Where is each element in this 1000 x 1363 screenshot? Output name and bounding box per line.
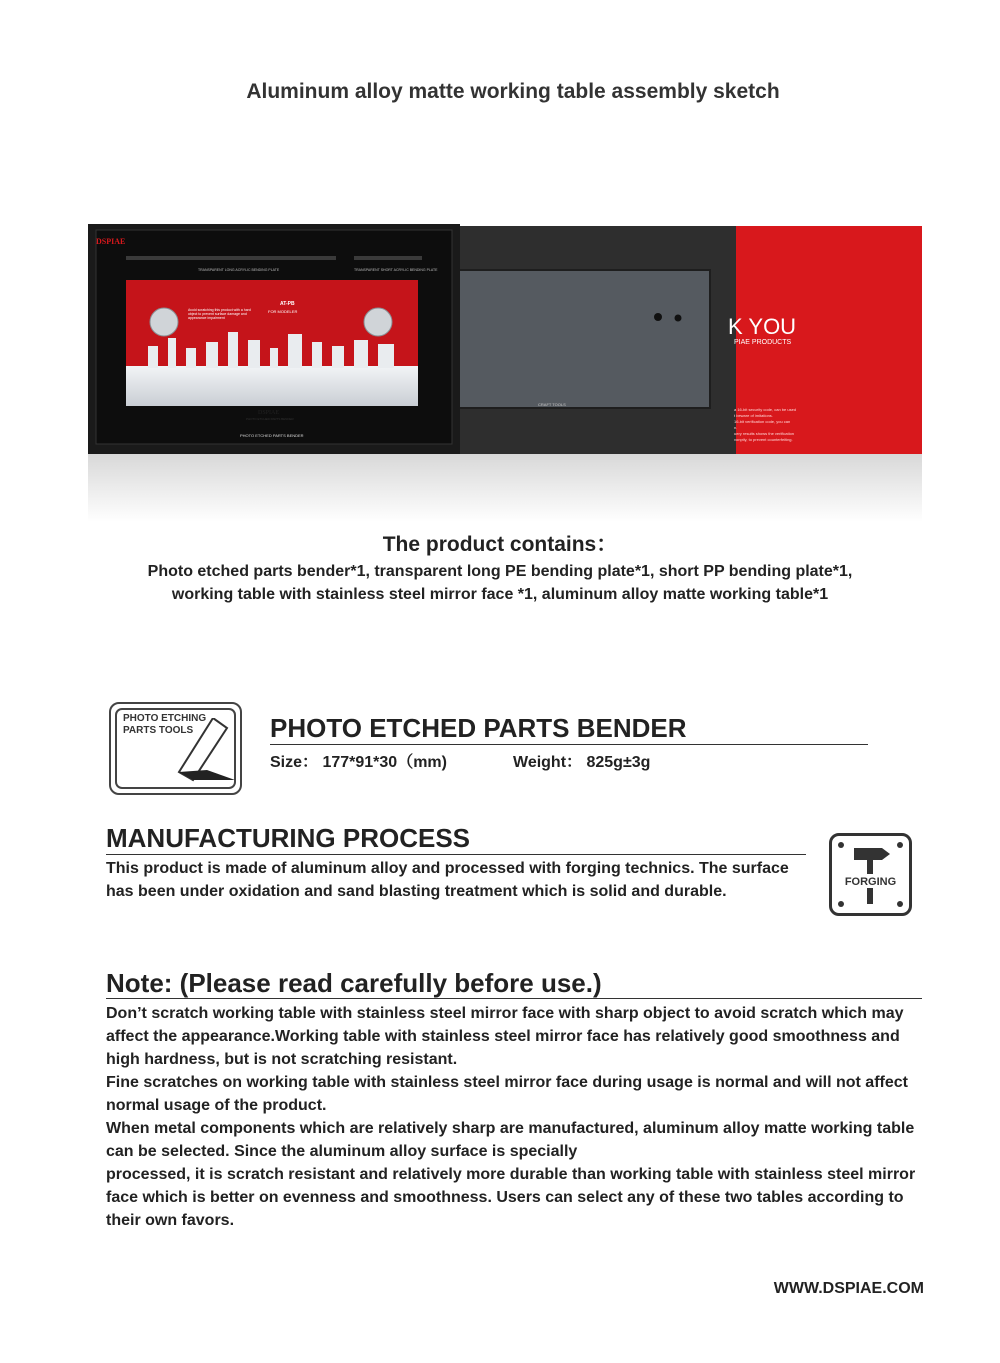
contains-text [90,560,910,606]
card-line-1: a 16-bit security code, can be used [734,407,797,412]
card-big-text: K YOU [728,314,797,339]
bottom-sub-label: PHOTO ETCHED PARTS BENDER [246,417,294,421]
contains-line-2: working table with stainless steel mirror face *1, aluminum alloy matte working table*1 [171,586,829,603]
box-label: PHOTO ETCHED PARTS BENDER [240,433,304,438]
note-paragraph-2: Fine scratches on working table with stainless steel mirror face during usage is normal and will not affect normal usage of the product. [106,1074,908,1114]
forging-icon-label: FORGING [844,876,897,888]
table-label: CRAFT TOOLS [538,402,566,407]
bender-size: Size： 177*91*30（mm) [270,754,447,771]
bender-divider [270,744,868,745]
brand-logo-text: DSPIAE [96,237,126,246]
contains-title: The product contains： [382,533,618,556]
note-paragraph-4: processed, it is scratch resistant and relatively more durable than working table with stainless steel mirror face which is better on evenness and smoothness. Users can select any of these two tables according to their own favors. [106,1166,916,1229]
bending-plate-icon [171,718,237,784]
note-divider [106,998,922,999]
note-body [106,1002,926,1232]
page-title: Aluminum alloy matte working table assembly sketch [246,80,780,103]
card-sub-text: PIAE PRODUCTS [734,339,792,346]
manufacturing-title: MANUFACTURING PROCESS [106,823,471,853]
note-paragraph-1: Don’t scratch working table with stainless steel mirror face with sharp object to avoid scratch which may affect the appearance.Working table with stainless steel mirror face has relatively good smoothness and high hardness, but is not scratching resistant. [106,1005,904,1068]
forging-icon [829,833,912,916]
bottom-brand-label: DSPIAE [258,410,280,416]
long-plate-label: TRANSPARENT LONG ACRYLIC BENDING PLATE [198,268,280,272]
website-link[interactable]: WWW.DSPIAE.COM [773,1280,924,1297]
contains-line-1: Photo etched parts bender*1, transparent long PE bending plate*1, short PP bending plate*1, [147,563,853,580]
note-title: Note: (Please read carefully before use.) [106,968,602,998]
warning-label: Avoid scratching this product with a hard object to prevent surface damage and appearance impairment [188,308,251,320]
icon-label-line-2: PARTS TOOLS [123,725,194,736]
card-line-4: n. [734,425,738,430]
product-photo [88,222,922,522]
card-line-6: vonptly, to prevent counterfeiting. [734,437,793,442]
icon-label-line-1: PHOTO ETCHING [123,713,207,724]
model-sub-label: FOR MODELER [268,309,298,314]
card-line-5: uery results shows the verification [734,431,795,436]
photo-etching-tools-icon [109,702,242,795]
short-plate-label: TRANSPARENT SHORT ACRYLIC BENDING PLATE [354,268,438,272]
bender-title: PHOTO ETCHED PARTS BENDER [270,713,687,743]
card-line-2: t beware of imitations. [734,413,773,418]
bender-weight: Weight： 825g±3g [513,754,651,771]
manufacturing-text: This product is made of aluminum alloy and processed with forging technics. The surface has been under oxidation and sand blasting treatment which is solid and durable. [106,860,789,900]
note-paragraph-3: When metal components which are relatively sharp are manufactured, aluminum alloy matte working table can be selected. Since the aluminum alloy surface is specially [106,1120,915,1160]
card-line-3: 16-bit verification code, you can [734,419,791,424]
manufacturing-divider [106,854,806,855]
model-label: AT-PB [280,301,295,307]
